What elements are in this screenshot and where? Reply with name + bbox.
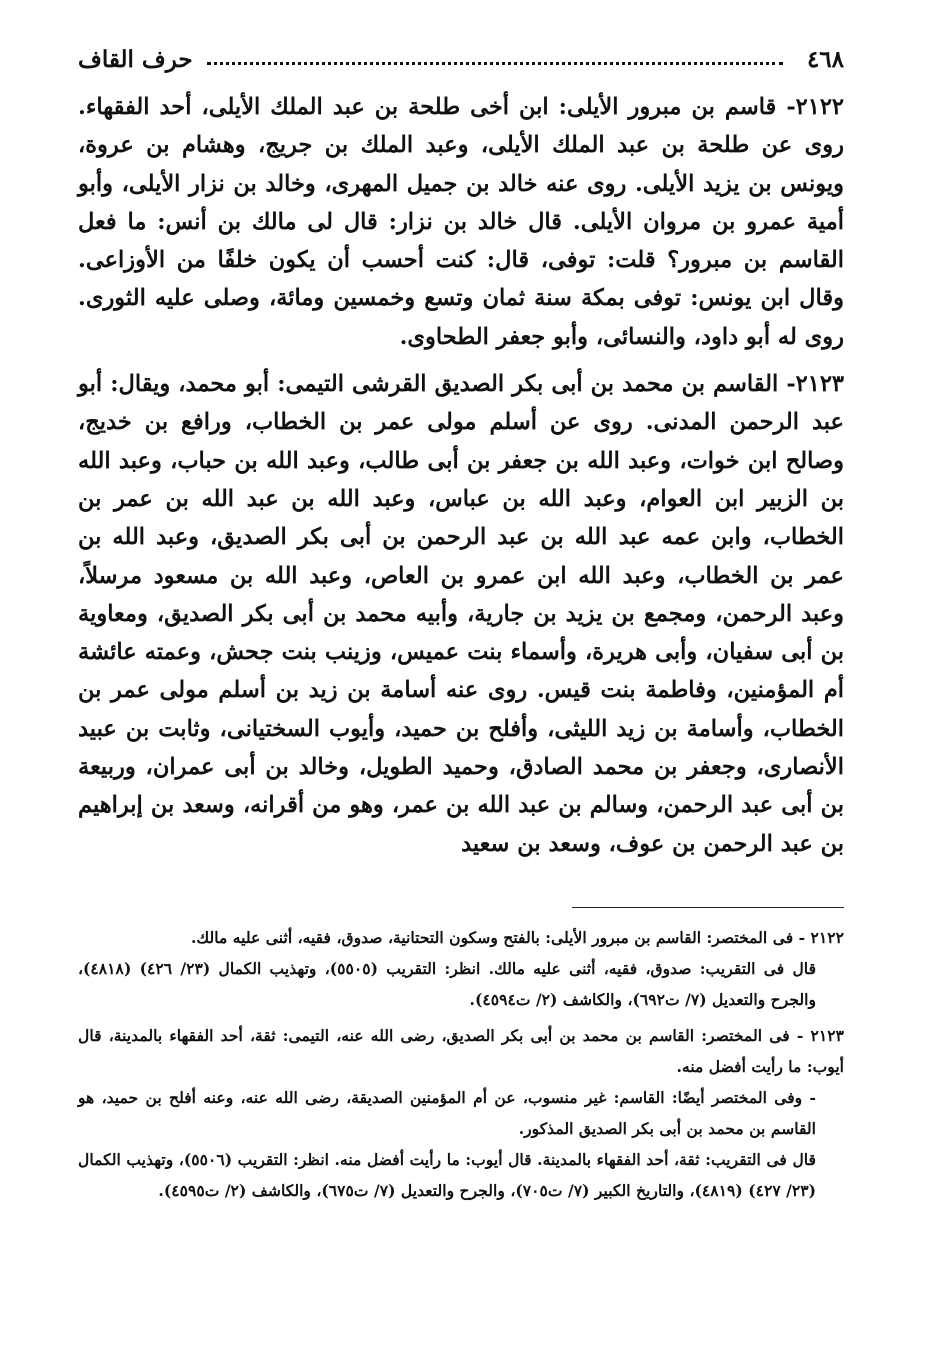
header-dotted-leader: [207, 62, 783, 65]
entry-text: القاسم بن محمد بن أبى بكر الصديق القرشى التيمى: أبو محمد، ويقال: أبو عبد الرحمن المدنى. روى عن أسلم مولى عمر بن الخطاب، ورافع بن خديج، وصالح ابن خوات، وعبد الله بن جعفر بن أبى طالب، وعبد الله بن حباب، وعبد الله بن الزبير ابن العوام، وعبد الله بن عباس، وعبد الله بن عبد الله بن عمر بن الخطاب، وابن عمه عبد الله بن عبد الرحمن بن أبى بكر الصديق، وعبد الله بن عمر بن الخطاب، وعبد الله ابن عمرو بن العاص، وعبد الله بن مسعود مرسلاً، وعبد الرحمن، ومجمع بن يزيد بن جارية، وأبيه محمد بن أبى بكر الصديق، ومعاوية بن أبى سفيان، وأبى هريرة، وأسماء بنت عميس، وزينب بنت جحش، وعمته عائشة أم المؤمنين، وفاطمة بنت قيس. روى عنه أسامة بن زيد بن أسلم مولى عمر بن الخطاب، وأسامة بن زيد الليثى، وأفلح بن حميد، وأيوب السختيانى، وثابت بن عبيد الأنصارى، وجعفر بن محمد الصادق، وحميد الطويل، وخالد بن أبى عمران، وربيعة بن أبى عبد الرحمن، وسالم بن عبد الله بن عمر، وهو من أقرانه، وسعد بن إبراهيم بن عبد الرحمن بن عوف، وسعد بن سعيد: [78, 371, 844, 857]
chapter-title: حرف القاف: [78, 45, 193, 73]
entry-text: قاسم بن مبرور الأيلى: ابن أخى طلحة بن عبد الملك الأيلى، أحد الفقهاء. روى عن طلحة بن عبد الملك الأيلى، وعبد الملك بن جريج، وهشام بن عروة، ويونس بن يزيد الأيلى. روى عنه خالد بن جميل المهرى، وخالد بن نزار الأيلى، وأبو أمية عمرو بن مروان الأيلى. قال خالد بن نزار: قال لى مالك بن أنس: ما فعل القاسم بن مبرور؟ قلت: توفى، قال: كنت أحسب أن يكون خلفًا من الأوزاعى. وقال ابن يونس: توفى بمكة سنة ثمان وتسع وخمسين ومائة، وصلى عليه الثورى. روى له أبو داود، والنسائى، وأبو جعفر الطحاوى.: [78, 94, 844, 350]
biography-entry: [78, 88, 844, 356]
book-page: [78, 30, 844, 1338]
footnote: [78, 1020, 844, 1206]
footnote-line: ٢١٢٣ - فى المختصر: القاسم بن محمد بن أبى بكر الصديق، رضى الله عنه، التيمى: ثقة، أحد الفقهاء بالمدينة، قال أيوب: ما رأيت أفضل منه.: [78, 1025, 844, 1076]
footnote-line: - وفى المختصر أيضًا: القاسم: غير منسوب، عن أم المؤمنين الصديقة، رضى الله عنه، وعنه أفلح بن حميد، هو القاسم بن محمد بن أبى بكر الصديق المذكور.: [78, 1087, 816, 1138]
footnote-line: قال فى التقريب: ثقة، أحد الفقهاء بالمدينة. قال أيوب: ما رأيت أفضل منه. انظر: التقريب (٥٥٠٦)، وتهذيب الكمال (٢٣/ ٤٢٧) (٤٨١٩)، والتاريخ الكبير (٧/ ت٧٠٥)، والجرح والتعديل (٧/ ت٦٧٥)، والكاشف (٢/ ت٤٥٩٥).: [78, 1149, 816, 1200]
page-number: ٤٦٨: [806, 45, 844, 73]
footnotes: [78, 922, 844, 1206]
footnote-separator: [572, 907, 844, 908]
entry-number: ٢١٢٢-: [786, 94, 844, 120]
biography-entry: [78, 365, 844, 863]
entry-number: ٢١٢٣-: [786, 371, 844, 398]
page-header: [78, 30, 844, 88]
footnote: [78, 922, 844, 1015]
footnote-line: قال فى التقريب: صدوق، فقيه، أثنى عليه مالك. انظر: التقريب (٥٥٠٥)، وتهذيب الكمال (٢٣/ ٤٢٦) (٤٨١٨)، والجرح والتعديل (٧/ ت٦٩٢)، والكاشف (٢/ ت٤٥٩٤).: [78, 958, 817, 1009]
footnote-line: ٢١٢٢ - فى المختصر: القاسم بن مبرور الأيلى: بالفتح وسكون التحتانية، صدوق، فقيه، أثنى عليه مالك.: [190, 927, 844, 947]
